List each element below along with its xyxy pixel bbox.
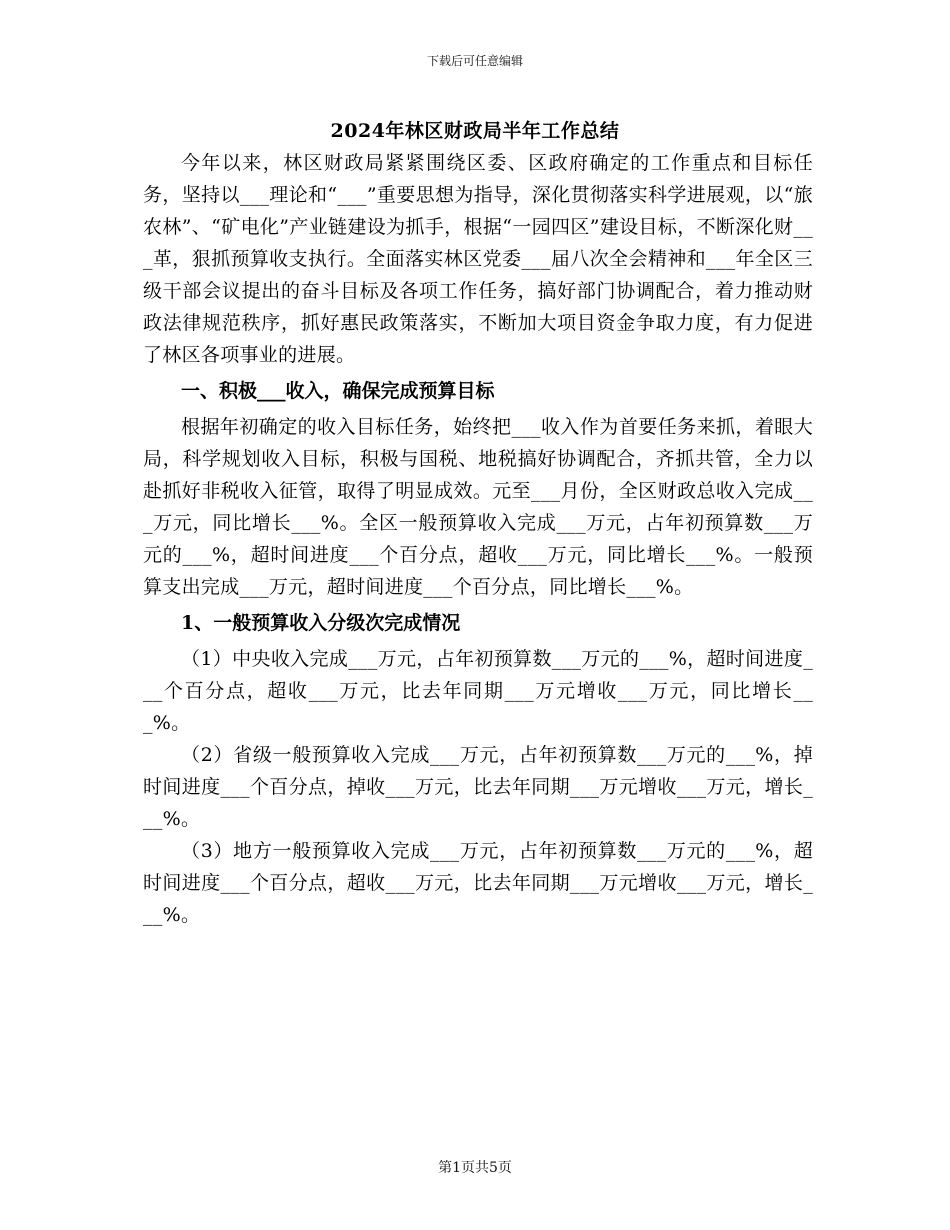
intro-paragraph: 今年以来，林区财政局紧紧围绕区委、区政府确定的工作重点和目标任务，坚持以___理论和“___”重要思想为指导，深化贯彻落实科学进展观，以“旅农林”、“矿电化”产业链建设为抓手，根据“一园四区”建设目标，不断深化财___革，狠抓预算收支执行。全面落实林区党委___届八次全会精神和___年全区三级干部会议提出的奋斗目标及各项工作任务，搞好部门协调配合，着力推动财政法律规范秩序，抓好惠民政策落实，不断加大项目资金争取力度，有力促进了林区各项事业的进展。 — [143, 152, 813, 366]
page-number: 第1页共5页 — [438, 1160, 512, 1176]
document-title: 2024年林区财政局半年工作总结 — [330, 120, 620, 142]
item-3-paragraph: （3）地方一般预算收入完成___万元，占年初预算数___万元的___%，超时间进度___个百分点，超收___万元，比去年同期___万元增收___万元，增长___%。 — [143, 840, 813, 926]
section-1-heading: 一、积极___收入，确保完成预算目标 — [181, 380, 495, 402]
header-note: 下载后可任意编辑 — [426, 54, 523, 68]
subsection-1-heading: 1、一般预算收入分级次完成情况 — [181, 612, 461, 634]
section-1-paragraph: 根据年初确定的收入目标任务，始终把___收入作为首要任务来抓，着眼大局，科学规划收入目标，积极与国税、地税搞好协调配合，齐抓共管，全力以赴抓好非税收入征管，取得了明显成效。元至___月份，全区财政总收入完成___万元，同比增长___%。全区一般预算收入完成___万元，占年初预算数___万元的___%，超时间进度___个百分点，超收___万元，同比增长___%。一般预算支出完成___万元，超时间进度___个百分点，同比增长___%。 — [143, 416, 813, 598]
item-2-paragraph: （2）省级一般预算收入完成___万元，占年初预算数___万元的___%，掉时间进度___个百分点，掉收___万元，比去年同期___万元增收___万元，增长___%。 — [143, 744, 813, 830]
item-1-paragraph: （1）中央收入完成___万元，占年初预算数___万元的___%，超时间进度___个百分点，超收___万元，比去年同期___万元增收___万元，同比增长___%。 — [143, 648, 813, 734]
document-body — [143, 147, 813, 931]
